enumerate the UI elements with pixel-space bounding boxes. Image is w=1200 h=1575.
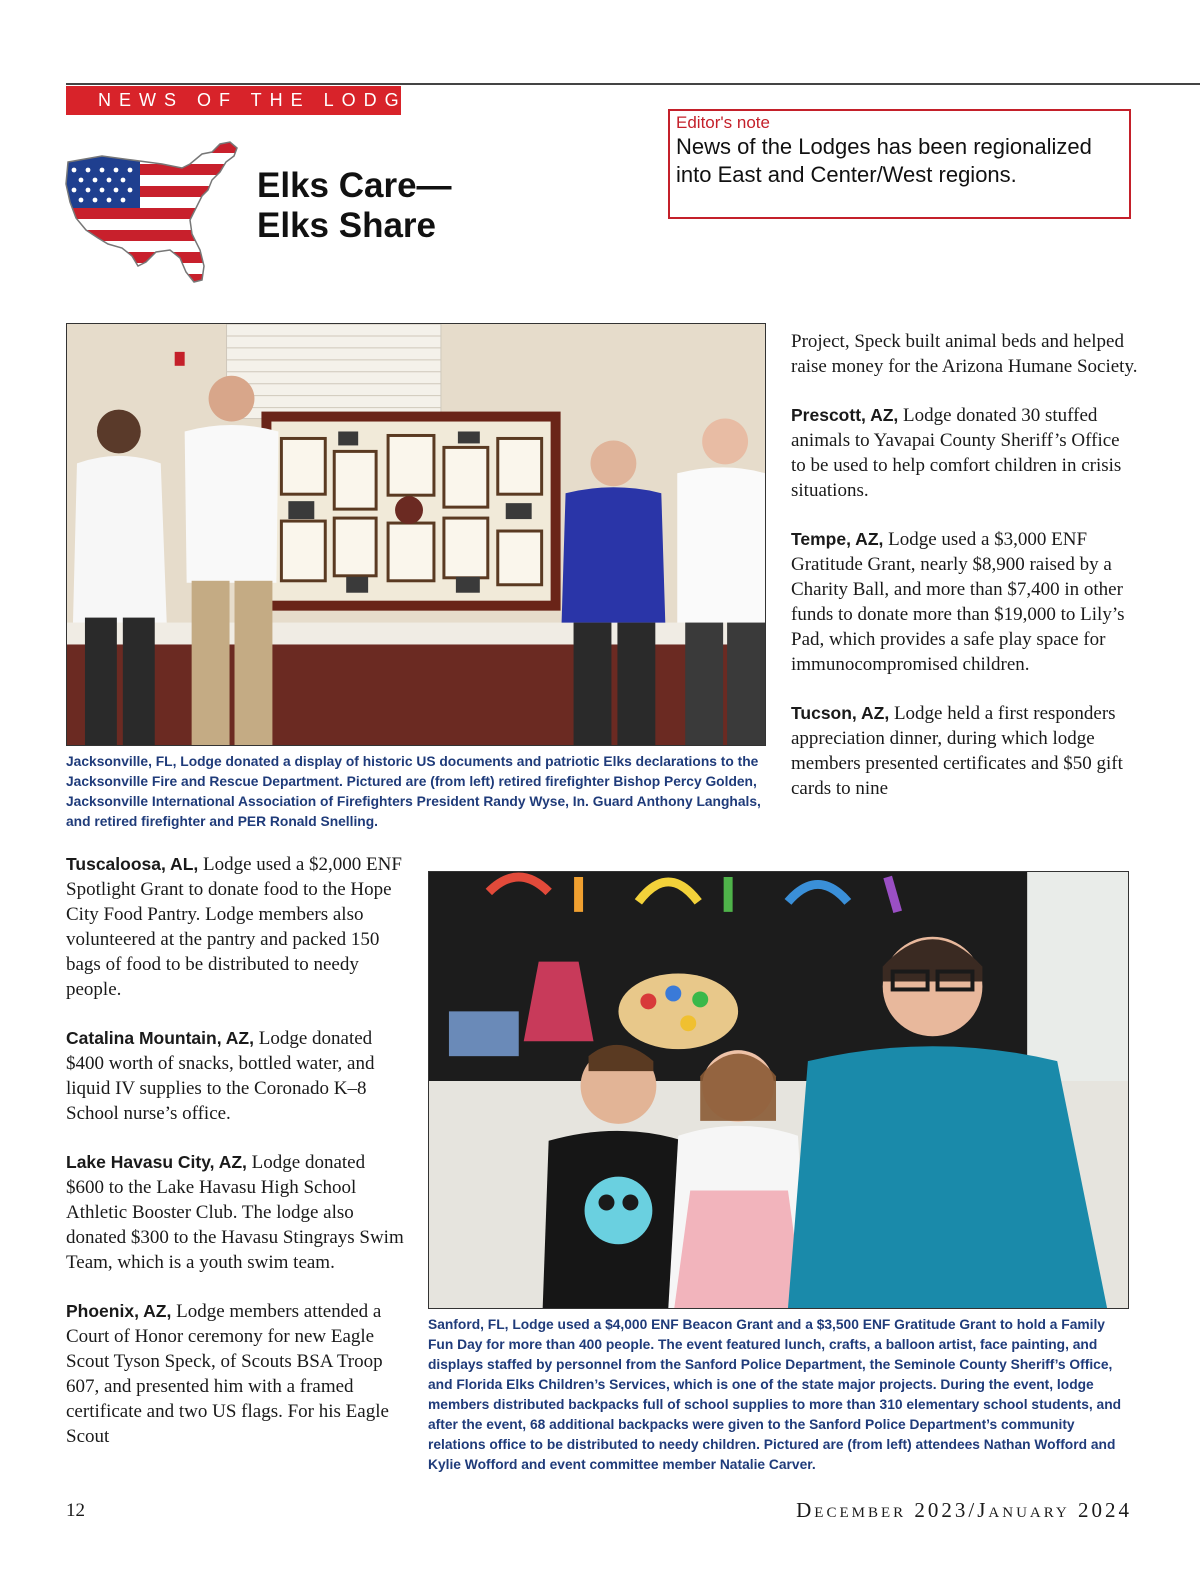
issue-date: December 2023/January 2024: [796, 1498, 1132, 1522]
editors-note-text: News of the Lodges has been regionalized into East and Center/West regions.: [676, 134, 1092, 187]
article-headline: [257, 166, 452, 246]
left-column: [66, 852, 406, 1449]
article-paragraph: Catalina Mountain, AZ, Lodge donated $400 worth of snacks, bottled water, and liquid IV supplies to the Coronado K–8 School nurse’s office.: [66, 1028, 375, 1124]
us-flag-map-icon: [62, 134, 247, 294]
editors-note-label: Editor's note: [676, 113, 770, 132]
right-column: [791, 329, 1139, 801]
article-paragraph: Project, Speck built animal beds and helped raise money for the Arizona Humane Society.: [791, 331, 1138, 377]
sanford-photo: [428, 871, 1129, 1309]
article-paragraph: Lake Havasu City, AZ, Lodge donated $600 to the Lake Havasu High School Athletic Booster Club. The lodge also donated $300 to the Havasu Stingrays Swim Team, which is a youth swim team.: [66, 1152, 404, 1273]
caption-text: Lodge donated a display of historic US documents and patriotic Elks declarations to the Jacksonville Fire and Rescue Department. Pictured are (from left) retired firefighter Bishop Percy Golden, Jacksonville International Association of Firefighters President Randy Wyse, In. Guard Anthony Langhals, and retired firefighter and PER Ronald Snelling.: [66, 754, 761, 829]
article-paragraph: Tempe, AZ, Lodge used a $3,000 ENF Gratitude Grant, nearly $8,900 raised by a Charity Ball, and more than $7,400 in other funds to donate more than $19,000 to Lily’s Pad, which provides a safe play space for immunocompromised children.: [791, 529, 1125, 675]
article-paragraph: Prescott, AZ, Lodge donated 30 stuffed animals to Yavapai County Sheriff’s Office to be used to help comfort children in crisis situations.: [791, 405, 1122, 501]
page-number: 12: [66, 1500, 85, 1521]
headline-line-1: Elks Care—: [257, 166, 452, 205]
article-paragraph: Phoenix, AZ, Lodge members attended a Court of Honor ceremony for new Eagle Scout Tyson Speck, of Scouts BSA Troop 607, and presented him with a framed certificate and two US flags. For his Eagle Scout: [66, 1301, 389, 1447]
caption-text: Lodge used a $4,000 ENF Beacon Grant and a $3,500 ENF Gratitude Grant to hold a Family Fun Day for more than 400 people. The event featured lunch, crafts, a balloon artist, face painting, and displays staffed by personnel from the Sanford Police Department, the Seminole County Sheriff’s Office, and Florida Elks Children’s Services, which is one of the state major projects. During the event, lodge members distributed backpacks full of school supplies to more than 310 elementary school students, and after the event, 68 additional backpacks were given to the Sanford Police Department’s community relations office to be distributed to needy children. Pictured are (from left) attendees Nathan Wofford and Kylie Wofford and event committee member Natalie Carver.: [428, 1317, 1122, 1472]
section-banner: NEWS OF THE LODGES: [66, 86, 401, 115]
jacksonville-caption: [66, 752, 764, 832]
top-rule: [66, 83, 1200, 85]
headline-line-2: Elks Share: [257, 206, 436, 245]
article-paragraph: Tucson, AZ, Lodge held a first responders appreciation dinner, during which lodge members presented certificates and $50 gift cards to nine: [791, 703, 1123, 799]
caption-place: Sanford, FL,: [428, 1317, 509, 1332]
jacksonville-photo: [66, 323, 766, 746]
caption-place: Jacksonville, FL,: [66, 754, 177, 769]
article-paragraph: Tuscaloosa, AL, Lodge used a $2,000 ENF Spotlight Grant to donate food to the Hope City Food Pantry. Lodge members also volunteered at the pantry and packed 150 bags of food to be distributed to needy people.: [66, 854, 402, 1000]
sanford-caption: [428, 1315, 1130, 1475]
editors-note-box: [668, 109, 1131, 219]
